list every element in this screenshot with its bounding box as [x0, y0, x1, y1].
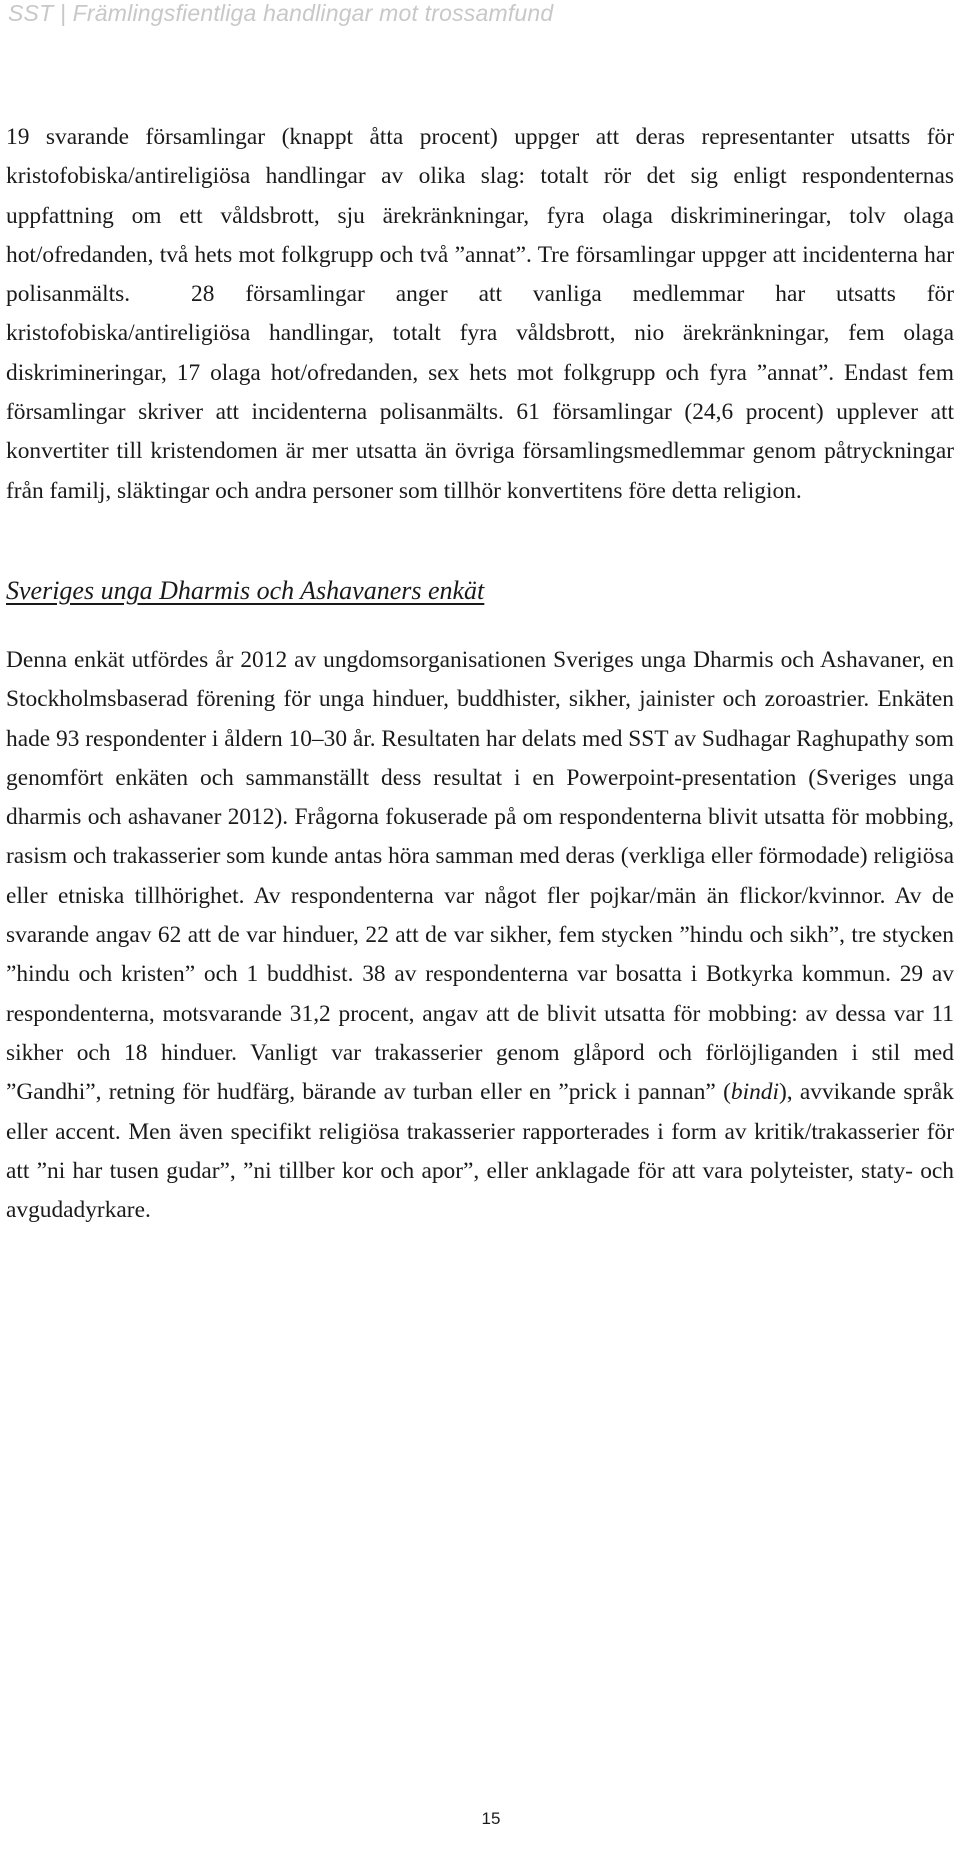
page-number: 15	[481, 1809, 501, 1828]
paragraph-2-text-b: ), avvikande språk eller accent. Men även specifikt religiösa trakasserier rapporterades i form av kritik/trakasserier för att ”ni har tusen gudar”, ”ni tillber kor och apor”, eller anklagade för att vara polyteister, staty- och avgudadyrkare.	[6, 1079, 954, 1224]
section-heading: Sveriges unga Dharmis och Ashavaners enkät	[6, 575, 485, 605]
running-header: SST | Främlingsfientliga handlingar mot trossamfund	[8, 0, 554, 26]
paragraph-1-sentence-2: 28 församlingar anger att vanliga medlemmar har utsatts för kristofobiska/antireligiösa handlingar, totalt fyra våldsbrott, nio ärekränkningar, fem olaga diskrimineringar, 17 olaga hot/ofredanden, sex hets mot folkgrupp och fyra ”annat”. Endast fem församlingar skriver att incidenterna polisanmälts. 61 församlingar (24,6 procent) upplever att konvertiter till kristendomen är mer utsatta än övriga församlingsmedlemmar genom påtryckningar från familj, släktingar och andra personer som tillhör konvertitens före detta religion.	[6, 281, 954, 504]
paragraph-1	[6, 118, 954, 511]
paragraph-2	[6, 641, 954, 1230]
paragraph-2-italic-term: bindi	[730, 1079, 779, 1106]
page-number-container	[0, 1809, 960, 1829]
page-body	[6, 118, 954, 1230]
paragraph-1-sentence-1: 19 svarande församlingar (knappt åtta procent) uppger att deras representanter utsatts för kristofobiska/antireligiösa handlingar av olika slag: totalt rör det sig enligt respondenternas uppfattning om ett våldsbrott, sju ärekränkningar, fyra olaga diskrimineringar, tolv olaga hot/ofredanden, två hets mot folkgrupp och två ”annat”. Tre församlingar uppger att incidenterna har polisanmälts.	[6, 124, 954, 308]
paragraph-2-text-a: Denna enkät utfördes år 2012 av ungdomsorganisationen Sveriges unga Dharmis och Ashavaner, en Stockholmsbaserad förening för unga hinduer, buddhister, sikher, jainister och zoroastrier. Enkäten hade 93 respondenter i åldern 10–30 år. Resultaten har delats med SST av Sudhagar Raghupathy som genomfört enkäten och sammanställt dess resultat i en Powerpoint-presentation (Sveriges unga dharmis och ashavaner 2012). Frågorna fokuserade på om respondenterna blivit utsatta för mobbing, rasism och trakasserier som kunde antas höra samman med deras (verkliga eller förmodade) religiösa eller etniska tillhörighet. Av respondenterna var något fler pojkar/män än flickor/kvinnor. Av de svarande angav 62 att de var hinduer, 22 att de var sikher, fem stycken ”hindu och sikh”, tre stycken ”hindu och kristen” och 1 buddhist. 38 av respondenterna var bosatta i Botkyrka kommun. 29 av respondenterna, motsvarande 31,2 procent, angav att de blivit utsatta för mobbing: av dessa var 11 sikher och 18 hinduer. Vanligt var trakasserier genom glåpord och förlöjliganden i stil med ”Gandhi”, retning för hudfärg, bärande av turban eller en ”prick i pannan” (	[6, 646, 954, 1106]
